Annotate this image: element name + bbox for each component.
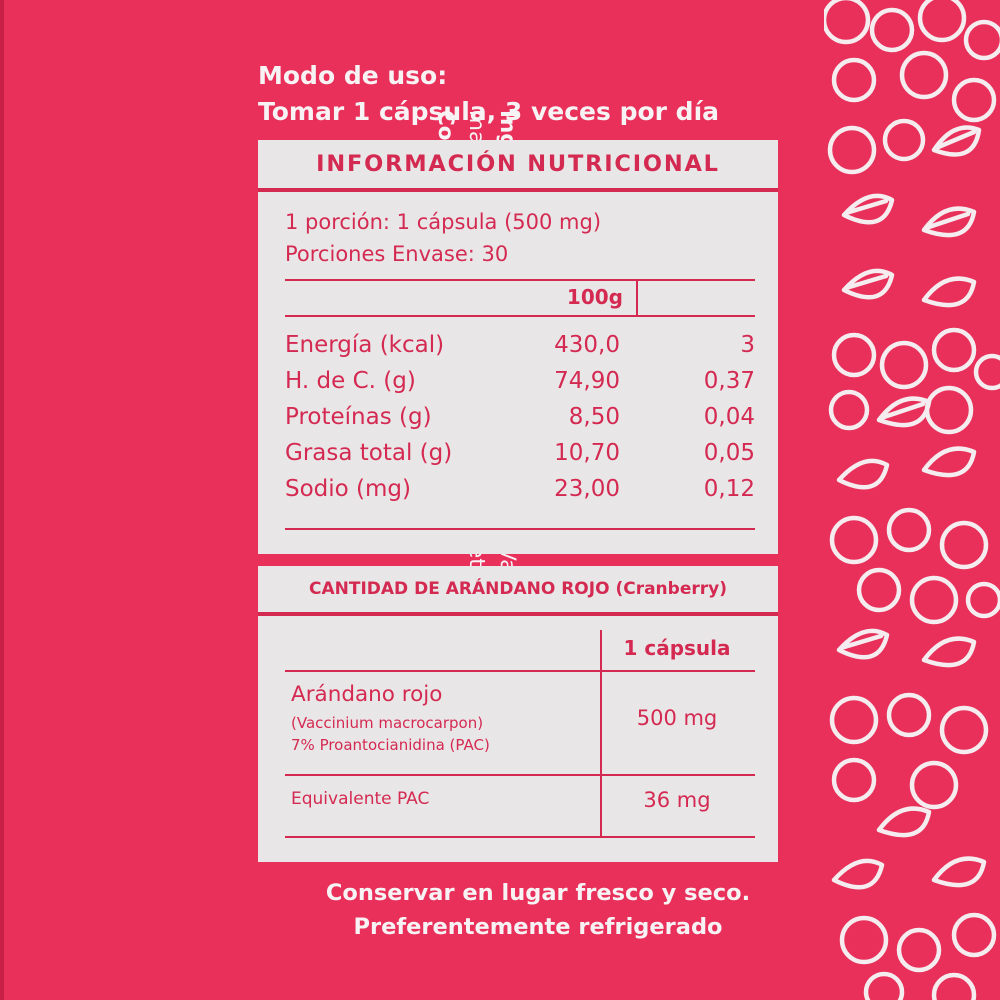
nutrient-per-100g: 74,90 xyxy=(554,368,620,394)
leaf-icon xyxy=(844,128,979,306)
portion-info xyxy=(285,206,601,270)
leaf-icon xyxy=(834,809,984,888)
cranberry-divider-1 xyxy=(285,670,755,672)
usage-title: Modo de uso: xyxy=(258,61,448,90)
nutrition-row xyxy=(285,404,755,440)
servings-per-container: Porciones Envase: 30 xyxy=(285,242,509,266)
cranberry-icon xyxy=(832,695,986,807)
nutrition-panel xyxy=(258,140,778,554)
cranberry-item-value: 500 mg xyxy=(636,706,718,730)
storage-line-2: Preferentemente refrigerado xyxy=(353,914,723,940)
nutrition-row xyxy=(285,476,755,512)
column-separator xyxy=(636,280,638,316)
nutrient-name: H. de C. (g) xyxy=(285,368,416,394)
cranberry-icon xyxy=(842,915,994,1000)
pac-equivalent-value: 36 mg xyxy=(643,788,711,812)
nutrient-per-portion: 0,12 xyxy=(703,476,755,502)
storage-note xyxy=(258,876,818,944)
cranberry-item-pac: 7% Proantocianidina (PAC) xyxy=(291,736,490,754)
cranberry-item-species: (Vaccinium macrocarpon) xyxy=(291,714,484,732)
nutrition-divider-header xyxy=(285,315,755,317)
left-edge xyxy=(0,0,4,1000)
cranberry-title: CANTIDAD DE ARÁNDANO ROJO (Cranberry) xyxy=(258,566,778,616)
nutrition-divider-bottom xyxy=(285,528,755,530)
cranberry-panel xyxy=(258,566,778,862)
nutrient-name: Energía (kcal) xyxy=(285,332,445,358)
nutrient-per-100g: 10,70 xyxy=(554,440,620,466)
nutrient-name: Sodio (mg) xyxy=(285,476,411,502)
nutrient-per-100g: 23,00 xyxy=(554,476,620,502)
nutrient-name: Proteínas (g) xyxy=(285,404,432,430)
cranberry-divider-2 xyxy=(285,774,755,776)
storage-line-1: Conservar en lugar fresco y seco. xyxy=(325,880,751,906)
nutrient-per-100g: 430,0 xyxy=(554,332,620,358)
leaf-icon xyxy=(839,631,974,665)
column-header-100g: 100g xyxy=(566,285,623,309)
nutrient-per-portion: 0,37 xyxy=(703,368,755,394)
nutrient-name: Grasa total (g) xyxy=(285,440,453,466)
nutrition-row xyxy=(285,440,755,476)
cranberry-icon xyxy=(832,510,1000,622)
pac-equivalent-label: Equivalente PAC xyxy=(291,789,430,809)
leaf-icon xyxy=(839,399,974,488)
cranberry-divider-3 xyxy=(285,836,755,838)
nutrition-title: INFORMACIÓN NUTRICIONAL xyxy=(258,140,778,192)
nutrition-row xyxy=(285,332,755,368)
nutrition-divider-top xyxy=(285,279,755,281)
nutrient-per-100g: 8,50 xyxy=(568,404,620,430)
cranberry-pattern xyxy=(824,0,1000,1000)
nutrient-per-portion: 3 xyxy=(740,332,755,358)
cranberry-item-name: Arándano rojo xyxy=(291,682,443,707)
nutrient-per-portion: 0,04 xyxy=(703,404,755,430)
column-header-capsule: 1 cápsula xyxy=(623,636,731,660)
portion-size: 1 porción: 1 cápsula (500 mg) xyxy=(285,210,602,234)
nutrition-row xyxy=(285,368,755,404)
pattern-svg xyxy=(824,0,1000,1000)
usage-text: Tomar 1 cápsula, 3 veces por día xyxy=(258,97,720,126)
nutrient-per-portion: 0,05 xyxy=(703,440,755,466)
cranberry-icon xyxy=(831,330,1000,432)
